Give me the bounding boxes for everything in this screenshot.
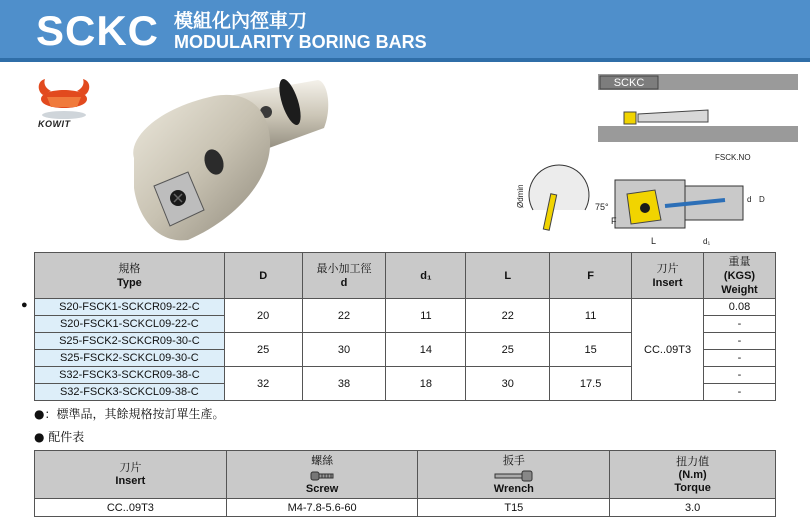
- acc-col-torque: 扭力值 (N.m) Torque: [610, 451, 776, 499]
- d1-cell: 11: [386, 299, 466, 333]
- col-insert: 刀片 Insert: [632, 253, 704, 299]
- col-l: L: [466, 253, 550, 299]
- accessories-table: [34, 450, 776, 517]
- spec-table: [34, 252, 776, 401]
- d-cell: 20: [224, 299, 302, 333]
- type-cell: S25-FSCK2-SCKCL09-30-C: [35, 350, 225, 367]
- type-cell: S20-FSCK1-SCKCL09-22-C: [35, 316, 225, 333]
- col-min-bore: 最小加工徑 d: [302, 253, 386, 299]
- type-cell: S32-FSCK3-SCKCL09-38-C: [35, 384, 225, 401]
- l-cell: 22: [466, 299, 550, 333]
- accessories-title: ● 配件表: [34, 430, 85, 444]
- d1-cell: 18: [386, 367, 466, 401]
- acc-col-wrench: 扳手 Wrench: [418, 451, 610, 499]
- d-cell: 25: [224, 333, 302, 367]
- weight-cell: -: [704, 333, 776, 350]
- acc-wrench-cell: T15: [418, 499, 610, 517]
- f-cell: 17.5: [550, 367, 632, 401]
- header-divider: [0, 58, 810, 62]
- diagram-dmin-label: Ødmin: [516, 184, 525, 208]
- min-bore-cell: 30: [302, 333, 386, 367]
- type-cell: S20-FSCK1-SCKCR09-22-C: [35, 299, 225, 316]
- l-cell: 30: [466, 367, 550, 401]
- screw-icon: [310, 470, 334, 482]
- d-cell: 32: [224, 367, 302, 401]
- table-row: [35, 499, 776, 517]
- min-bore-cell: 22: [302, 299, 386, 333]
- weight-cell: -: [704, 350, 776, 367]
- f-cell: 11: [550, 299, 632, 333]
- acc-insert-cell: CC..09T3: [35, 499, 227, 517]
- acc-col-screw: 螺絲 Screw: [226, 451, 418, 499]
- acc-screw-cell: M4-7.8-5.6-60: [226, 499, 418, 517]
- weight-cell: 0.08: [704, 299, 776, 316]
- product-title-cn: 模組化內徑車刀: [174, 10, 308, 32]
- weight-cell: -: [704, 316, 776, 333]
- table-row: [35, 299, 776, 316]
- boring-bar-image: [118, 68, 350, 250]
- product-title-en: MODULARITY BORING BARS: [174, 32, 427, 52]
- col-d: D: [224, 253, 302, 299]
- type-cell: S25-FSCK2-SCKCR09-30-C: [35, 333, 225, 350]
- diagram-sckc-label: SCKC: [613, 77, 645, 89]
- wrench-icon: [494, 470, 534, 482]
- stock-note: ●：標準品，其餘規格按訂單生產。: [34, 407, 225, 421]
- diagram-d1-label: d₁: [703, 237, 711, 246]
- tool-dimension-diagram: [515, 150, 805, 250]
- weight-cell: -: [704, 384, 776, 401]
- product-code: SCKC: [36, 7, 160, 54]
- type-cell: S32-FSCK3-SCKCR09-38-C: [35, 367, 225, 384]
- insert-cell: CC..09T3: [632, 299, 704, 401]
- diagram-f-label: F: [611, 216, 617, 226]
- diagram-angle-label: 75°: [595, 202, 609, 212]
- col-type: 規格 Type: [35, 253, 225, 299]
- col-weight: 重量 (KGS) Weight: [704, 253, 776, 299]
- acc-torque-cell: 3.0: [610, 499, 776, 517]
- diagram-dd-label: D: [759, 195, 765, 204]
- brand-logo-text: KOWIT: [38, 119, 71, 129]
- d1-cell: 14: [386, 333, 466, 367]
- col-f: F: [550, 253, 632, 299]
- diagram-fsck-label: FSCK.NO: [715, 153, 751, 162]
- header-banner: [0, 0, 810, 62]
- min-bore-cell: 38: [302, 367, 386, 401]
- stock-marker: ●: [21, 299, 28, 311]
- weight-cell: -: [704, 367, 776, 384]
- diagram-l-label: L: [651, 236, 657, 246]
- l-cell: 25: [466, 333, 550, 367]
- col-d1: d₁: [386, 253, 466, 299]
- f-cell: 15: [550, 333, 632, 367]
- bore-section-diagram: [598, 70, 798, 150]
- diagram-d-label: d: [747, 195, 752, 204]
- acc-col-insert: 刀片 Insert: [35, 451, 227, 499]
